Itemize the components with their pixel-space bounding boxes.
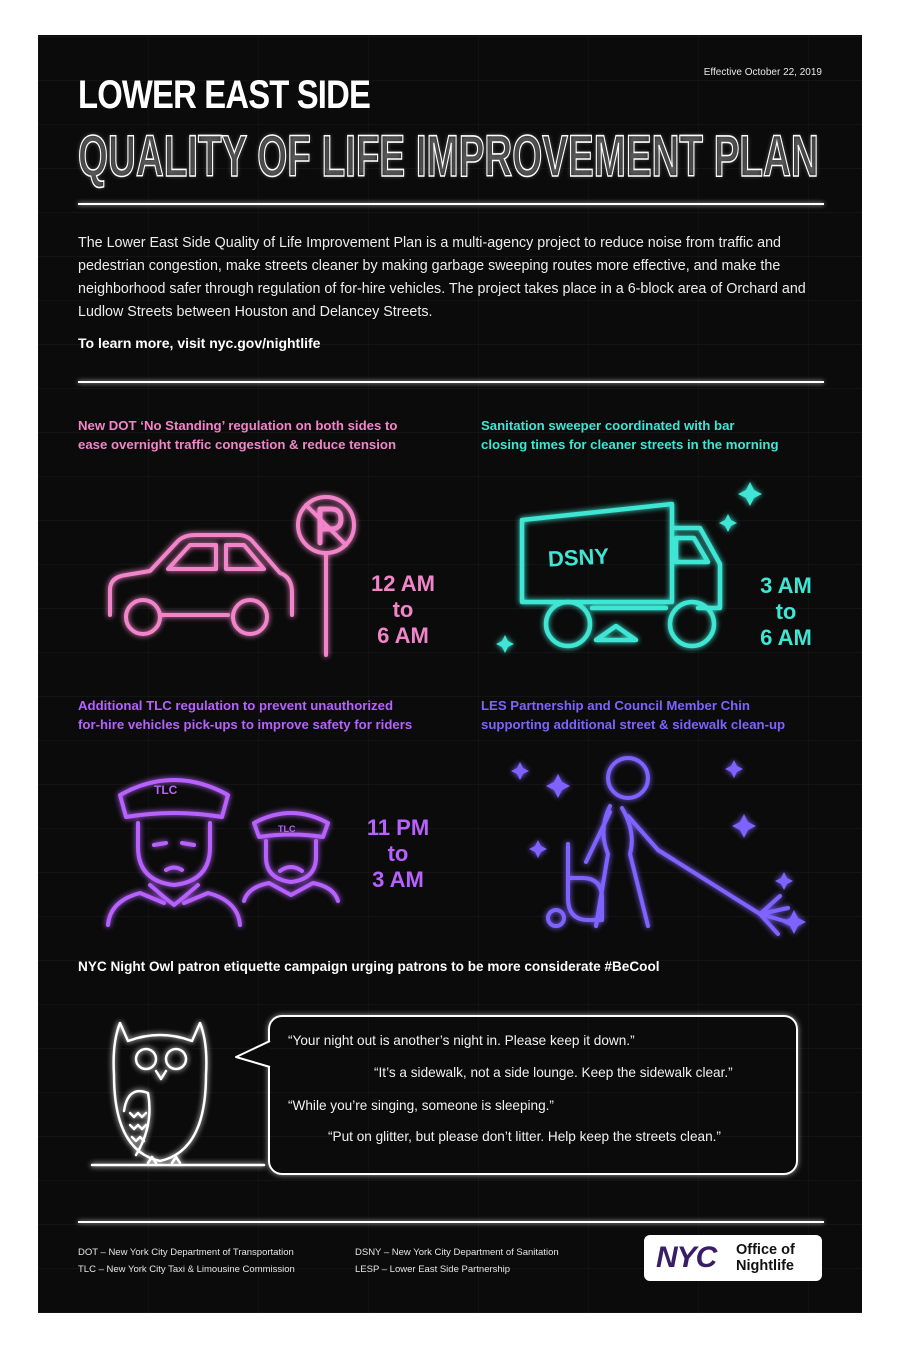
logo-office-line-2: Nightlife xyxy=(736,1258,794,1274)
quote-1: “Your night out is another’s night in. Please keep it down.” xyxy=(288,1033,635,1048)
footnote-dot: DOT – New York City Department of Transportation xyxy=(78,1247,294,1258)
logo-office-text xyxy=(736,1242,795,1274)
logo-office-line-1: Office of xyxy=(736,1242,795,1258)
lesp-caption-line-2: supporting additional street & sidewalk clean-up xyxy=(481,717,786,732)
logo-nyc-wordmark: NYC xyxy=(656,1241,717,1274)
tlc-time xyxy=(348,815,448,893)
intro-paragraph: The Lower East Side Quality of Life Improvement Plan is a multi-agency project to reduce noise from traffic and pedestrian congestion, make streets cleaner by making garbage sweeping routes more effective, and make the neighborhood safer through regulation of for-hire vehicles. The project takes place in a 6-block area of Orchard and Ludlow Streets between Houston and Delancey Streets. xyxy=(78,235,806,320)
tlc-time-to: to xyxy=(387,841,409,866)
lesp-caption-line-1: LES Partnership and Council Member Chin xyxy=(481,698,750,713)
lesp-caption xyxy=(481,696,785,734)
footnote-dsny: DSNY – New York City Department of Sanitation xyxy=(355,1247,559,1258)
tlc-caption-line-1: Additional TLC regulation to prevent unauthorized xyxy=(78,698,394,713)
sanitation-truck-icon xyxy=(488,490,768,670)
tlc-officers-icon xyxy=(104,775,384,935)
dot-time xyxy=(353,571,453,649)
dot-caption-line-1: New DOT ‘No Standing’ regulation on both sides to xyxy=(78,418,398,433)
street-sweeper-person-icon xyxy=(498,750,818,930)
divider-top xyxy=(78,203,824,205)
dsny-caption-line-1: Sanitation sweeper coordinated with bar xyxy=(481,418,735,433)
tlc-hat-label-small: TLC xyxy=(278,824,296,834)
tlc-time-start: 11 PM xyxy=(366,815,430,840)
dot-time-to: to xyxy=(392,597,414,622)
tlc-hat-label-large: TLC xyxy=(154,783,178,797)
tlc-caption-line-2: for-hire vehicles pick-ups to improve safety for riders xyxy=(78,717,413,732)
nyc-office-of-nightlife-logo xyxy=(644,1235,822,1281)
title-line-2: QUALITY OF LIFE IMPROVEMENT PLAN xyxy=(78,124,819,189)
footnote-tlc: TLC – New York City Taxi & Limousine Commission xyxy=(78,1264,295,1275)
car-no-parking-icon xyxy=(98,505,368,665)
dsny-caption xyxy=(481,416,779,454)
speech-bubble-tail xyxy=(234,1039,274,1069)
dsny-caption-line-2: closing times for cleaner streets in the morning xyxy=(481,437,779,452)
title-line-1: LOWER EAST SIDE xyxy=(78,73,371,117)
effective-date: Effective October 22, 2019 xyxy=(703,67,822,78)
tlc-caption xyxy=(78,696,412,734)
learn-more-link[interactable]: To learn more, visit nyc.gov/nightlife xyxy=(78,335,321,351)
footnote-lesp: LESP – Lower East Side Partnership xyxy=(355,1264,511,1275)
divider-bottom xyxy=(78,1221,824,1223)
poster xyxy=(38,35,862,1313)
dsny-time-start: 3 AM xyxy=(760,573,812,598)
quote-4: “Put on glitter, but please don’t litter. Help keep the streets clean.” xyxy=(328,1129,721,1144)
dsny-time-end: 6 AM xyxy=(760,625,812,650)
quote-2: “It’s a sidewalk, not a side lounge. Keep the sidewalk clear.” xyxy=(374,1065,733,1080)
quote-3: “While you’re singing, someone is sleeping.” xyxy=(288,1098,554,1113)
dot-caption xyxy=(78,416,397,454)
dot-time-start: 12 AM xyxy=(371,571,435,596)
tlc-time-end: 3 AM xyxy=(372,867,424,892)
owl-campaign-caption: NYC Night Owl patron etiquette campaign urging patrons to be more considerate #BeCool xyxy=(78,959,660,974)
dsny-truck-label: DSNY xyxy=(547,543,610,572)
dot-time-end: 6 AM xyxy=(377,623,429,648)
dsny-time-to: to xyxy=(775,599,797,624)
dsny-time xyxy=(736,573,836,651)
dot-caption-line-2: ease overnight traffic congestion & reduce tension xyxy=(78,437,397,452)
divider-middle xyxy=(78,381,824,383)
